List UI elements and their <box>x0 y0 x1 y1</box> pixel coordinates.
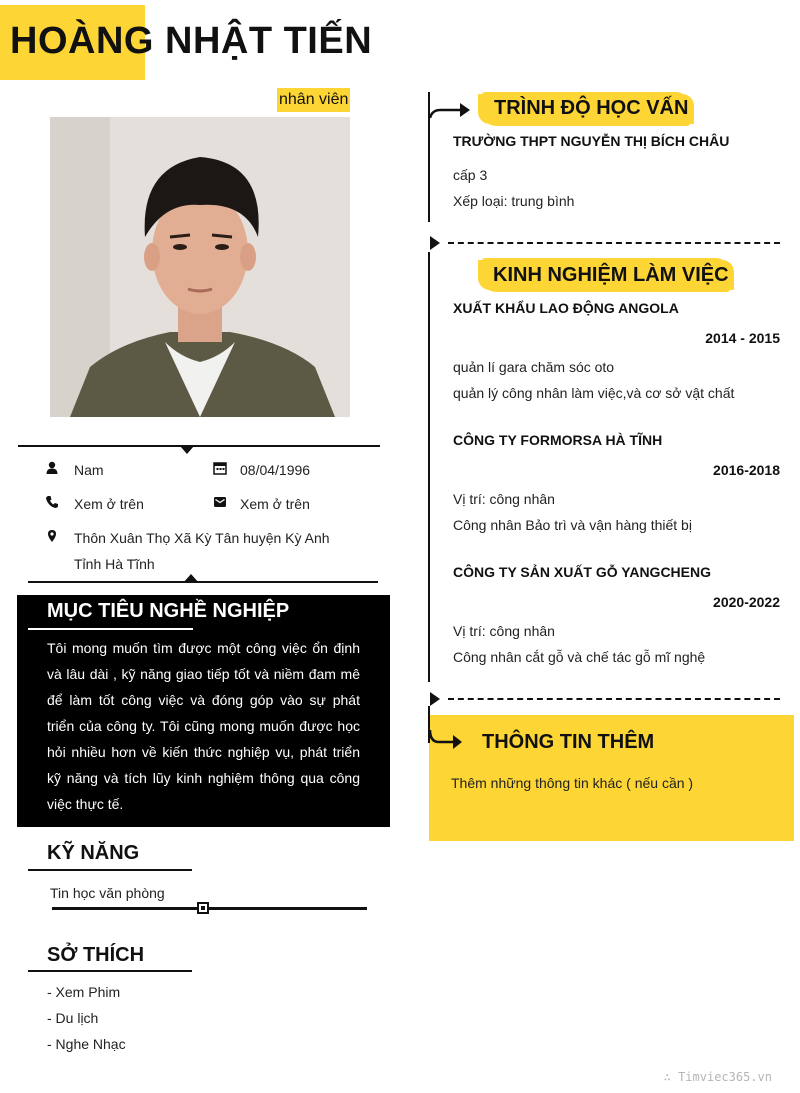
hobbies-underline <box>28 970 192 972</box>
hobby-item: - Nghe Nhạc <box>47 1036 126 1052</box>
hobby-item: - Xem Phim <box>47 984 121 1000</box>
job-description: Công nhân cắt gỗ và chế tác gỗ mĩ nghệ <box>453 649 706 665</box>
skills-underline <box>28 869 192 871</box>
phone-value: Xem ở trên <box>74 496 144 512</box>
job-description: quản lí gara chăm sóc oto <box>453 359 615 375</box>
job-company: XUẤT KHẨU LAO ĐỘNG ANGOLA <box>453 300 679 316</box>
extra-info-text: Thêm những thông tin khác ( nếu cần ) <box>451 775 694 791</box>
education-title: TRÌNH ĐỘ HỌC VẤN <box>494 97 689 119</box>
divider-arrow <box>183 574 199 583</box>
objective-title: MỤC TIÊU NGHỀ NGHIỆP <box>47 600 290 622</box>
person-portrait-image <box>50 117 350 417</box>
address-line-2: Tỉnh Hà Tĩnh <box>74 556 155 572</box>
job-description: Vị trí: công nhân <box>453 491 555 507</box>
section-arrow-icon <box>430 100 472 120</box>
section-dashed-divider <box>448 698 780 700</box>
hobbies-title: SỞ THÍCH <box>47 944 145 966</box>
section-dashed-divider <box>448 242 780 244</box>
skills-title: KỸ NĂNG <box>47 842 140 864</box>
user-icon <box>45 461 59 475</box>
divider-arrow <box>180 446 194 454</box>
hobby-item: - Du lịch <box>47 1010 99 1026</box>
job-period: 2020-2022 <box>713 594 780 610</box>
job-company: CÔNG TY FORMORSA HÀ TĨNH <box>453 432 663 448</box>
skill-level-marker <box>197 902 209 914</box>
extra-info-title: THÔNG TIN THÊM <box>482 731 655 753</box>
contact-bottom-divider <box>28 581 378 583</box>
section-arrow-icon <box>429 730 465 754</box>
school-name: TRƯỜNG THPT NGUYỄN THỊ BÍCH CHÂU <box>453 133 730 149</box>
envelope-icon <box>213 495 227 509</box>
objective-underline <box>28 628 193 630</box>
job-description: Vị trí: công nhân <box>453 623 555 639</box>
map-marker-icon <box>45 529 59 543</box>
job-title: nhân viên <box>277 88 350 112</box>
job-period: 2016-2018 <box>713 462 780 478</box>
job-period: 2014 - 2015 <box>705 330 780 346</box>
skill-name: Tin học văn phòng <box>50 885 165 901</box>
calendar-icon <box>213 461 227 475</box>
experience-title: KINH NGHIỆM LÀM VIỆC <box>493 264 729 286</box>
education-level: cấp 3 <box>453 167 488 183</box>
job-description: Công nhân Bảo trì và vận hàng thiết bị <box>453 517 692 533</box>
phone-icon <box>45 495 59 509</box>
timeline-line <box>428 252 430 682</box>
gender-value: Nam <box>74 462 104 478</box>
site-watermark: ∴ Timviec365.vn <box>663 1070 772 1084</box>
job-company: CÔNG TY SẢN XUẤT GỖ YANGCHENG <box>453 564 712 580</box>
timeline-marker <box>430 236 440 250</box>
objective-text: Tôi mong muốn tìm được một công việc ổn định và lâu dài , kỹ năng giao tiếp tốt và niềm đam mê để làm tốt công việc và đóng góp vào sự phát triển của công ty. Tôi cũng mong muốn được học hỏi nhiều hơn về kiến thức nghiệp vụ, phát triển kỹ năng và tích lũy kinh nghiệm thông qua công việc thực tế. <box>47 640 360 812</box>
contact-top-divider <box>18 445 380 447</box>
profile-photo <box>50 117 350 417</box>
address-line-1: Thôn Xuân Thọ Xã Kỳ Tân huyện Kỳ Anh <box>74 530 330 546</box>
timeline-marker <box>430 692 440 706</box>
skill-level-bar <box>52 907 367 910</box>
candidate-name: HOÀNG NHẬT TIẾN <box>10 20 373 62</box>
birthday-value: 08/04/1996 <box>240 462 311 478</box>
education-grade: Xếp loại: trung bình <box>453 193 575 209</box>
job-description: quản lý công nhân làm việc,và cơ sở vật chất <box>453 385 735 401</box>
email-value: Xem ở trên <box>240 496 310 512</box>
